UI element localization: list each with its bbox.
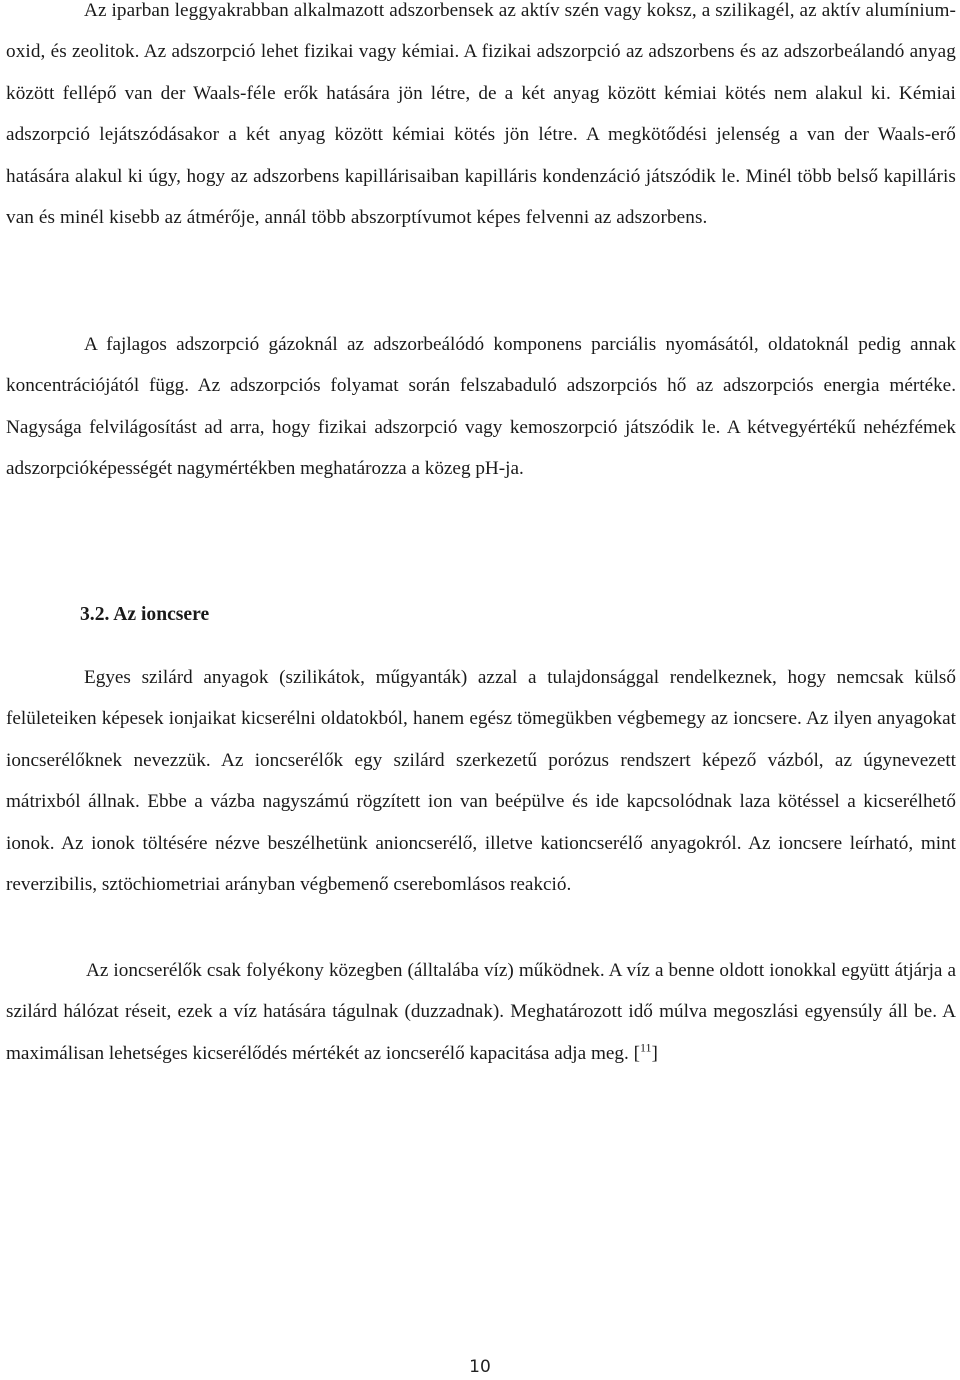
body-paragraph-ion-exchange-operation — [6, 950, 956, 1074]
section-heading-ion-exchange: 3.2. Az ioncsere — [80, 604, 210, 625]
citation-open-bracket: [ — [633, 1042, 640, 1064]
body-paragraph-adsorbents: Az iparban leggyakrabban alkalmazott adszorbensek az aktív szén vagy koksz, a szilikagél, az aktív alumínium-oxid, és zeolitok. Az adszorpció lehet fizikai vagy kémiai. A fizikai adszorpció az adszorbens és az adszorbeálandó anyag között fellépő van der Waals-féle erők hatására jön létre, de a két anyag között kémiai kötés nem alakul ki. Kémiai adszorpció lejátszódásakor a két anyag között kémiai kötés jön létre. A megkötődési jelenség a van der Waals-erő hatására alakul ki úgy, hogy az adszorbens kapillárisaiban kapilláris kondenzáció játszódik le. Minél több belső kapilláris van és minél kisebb az átmérője, annál több abszorptívumot képes felvenni az adszorbens. — [6, 0, 956, 229]
body-paragraph-specific-adsorption: A fajlagos adszorpció gázoknál az adszorbeálódó komponens parciális nyomásától, oldatoknál pedig annak koncentrációjától függ. Az adszorpciós folyamat során felszabaduló adszorpciós hő az adszorpciós energia mértéke. Nagysága felvilágosítást ad arra, hogy fizikai adszorpció vagy kemoszorpció játszódik le. A kétvegyértékű nehézfémek adszorpcióképességét nagymértékben meghatározza a közeg pH-ja. — [6, 334, 956, 480]
citation-reference-number: 11 — [639, 1040, 652, 1055]
page-number: 10 — [469, 1357, 491, 1377]
body-paragraph-ion-exchange-materials: Egyes szilárd anyagok (szilikátok, műgyanták) azzal a tulajdonsággal rendelkeznek, hogy nemcsak külső felületeiken képesek ionjaikat kicserélni oldatokból, hanem egész tömegükben végbemegy az ioncsere. Az ilyen anyagokat ioncserélőknek nevezzük. Az ioncserélők egy szilárd szerkezetű porózus rendszert képező vázból, az úgynevezett mátrixból állnak. Ebbe a vázba nagyszámú rögzített ion van beépülve és ide kapcsolódnak laza kötéssel a kicserélhető ionok. Az ionok töltésére nézve beszélhetünk anioncserélő, illetve kationcserélő anyagokról. Az ioncsere leírható, mint reverzibilis, sztöchiometriai arányban végbemenő cserebomlásos reakció. — [6, 667, 956, 896]
operation-text: Az ioncserélők csak folyékony közegben (álltalába víz) működnek. A víz a benne oldott ionokkal együtt átjárja a szilárd hálózat réseit, ezek a víz hatására tágulnak (duzzadnak). Meghatározott idő múlva megoszlási egyensúly áll be. A maximálisan lehetséges kicserélődés mértékét az ioncserélő kapacitása adja meg. — [6, 960, 956, 1064]
citation-close-bracket: ] — [651, 1042, 658, 1064]
